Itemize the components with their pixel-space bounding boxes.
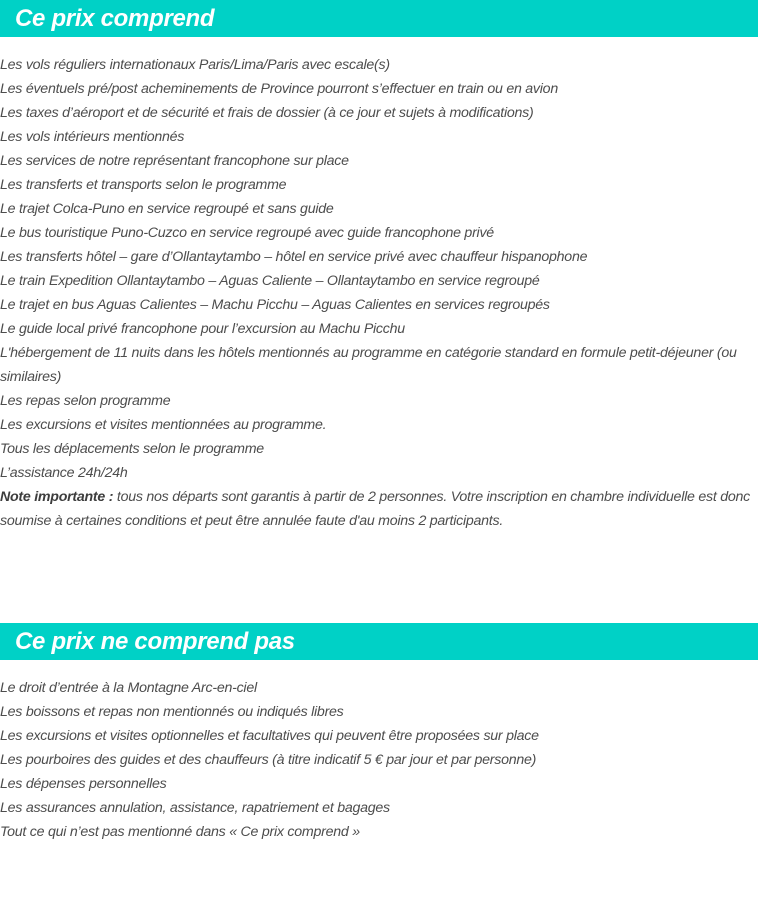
list-item: Le guide local privé francophone pour l’excursion au Machu Picchu <box>0 321 405 337</box>
list-item: Le train Expedition Ollantaytambo – Aguas Caliente – Ollantaytambo en service regroupé <box>0 273 540 289</box>
excluded-section-header <box>0 623 758 660</box>
list-item: Tous les déplacements selon le programme <box>0 441 264 457</box>
list-item: Les services de notre représentant francophone sur place <box>0 153 349 169</box>
list-item: Les vols intérieurs mentionnés <box>0 129 185 145</box>
list-item: Le trajet en bus Aguas Calientes – Machu Picchu – Aguas Calientes en services regroupés <box>0 297 550 313</box>
list-item: Les excursions et visites mentionnées au programme. <box>0 417 327 433</box>
list-item: Le droit d’entrée à la Montagne Arc-en-ciel <box>0 680 257 696</box>
list-item: Les dépenses personnelles <box>0 776 167 792</box>
list-item: Les excursions et visites optionnelles et facultatives qui peuvent être proposées sur place <box>0 728 539 744</box>
list-item: L'hébergement de 11 nuits dans les hôtels mentionnés au programme en catégorie standard en formule petit-déjeuner (ou similaires) <box>0 345 737 385</box>
important-note <box>0 485 758 533</box>
list-item: L’assistance 24h/24h <box>0 465 128 481</box>
important-note-label: Note importante : <box>0 489 114 505</box>
list-item: Les vols réguliers internationaux Paris/Lima/Paris avec escale(s) <box>0 57 390 73</box>
list-item: Les boissons et repas non mentionnés ou indiqués libres <box>0 704 344 720</box>
list-item: Les éventuels pré/post acheminements de Province pourront s’effectuer en train ou en avion <box>0 81 558 97</box>
list-item: Le bus touristique Puno-Cuzco en service regroupé avec guide francophone privé <box>0 225 494 241</box>
list-item: Les pourboires des guides et des chauffeurs (à titre indicatif 5 € par jour et par personne) <box>0 752 537 768</box>
list-item: Les repas selon programme <box>0 393 171 409</box>
excluded-section-title: Ce prix ne comprend pas <box>15 628 295 655</box>
important-note-text: tous nos départs sont garantis à partir de 2 personnes. Votre inscription en chambre individuelle est donc soumise à certaines conditions et peut être annulée faute d'au moins 2 participants. <box>0 489 750 529</box>
list-item: Les taxes d’aéroport et de sécurité et frais de dossier (à ce jour et sujets à modifications) <box>0 105 534 121</box>
included-section-header <box>0 0 758 37</box>
list-item: Les assurances annulation, assistance, rapatriement et bagages <box>0 800 390 816</box>
list-item: Tout ce qui n’est pas mentionné dans « Ce prix comprend » <box>0 824 360 840</box>
included-list <box>0 53 758 533</box>
list-item: Les transferts hôtel – gare d’Ollantaytambo – hôtel en service privé avec chauffeur hispanophone <box>0 249 588 265</box>
included-section-title: Ce prix comprend <box>15 5 215 32</box>
list-item: Le trajet Colca-Puno en service regroupé et sans guide <box>0 201 334 217</box>
list-item: Les transferts et transports selon le programme <box>0 177 287 193</box>
excluded-list <box>0 676 758 844</box>
